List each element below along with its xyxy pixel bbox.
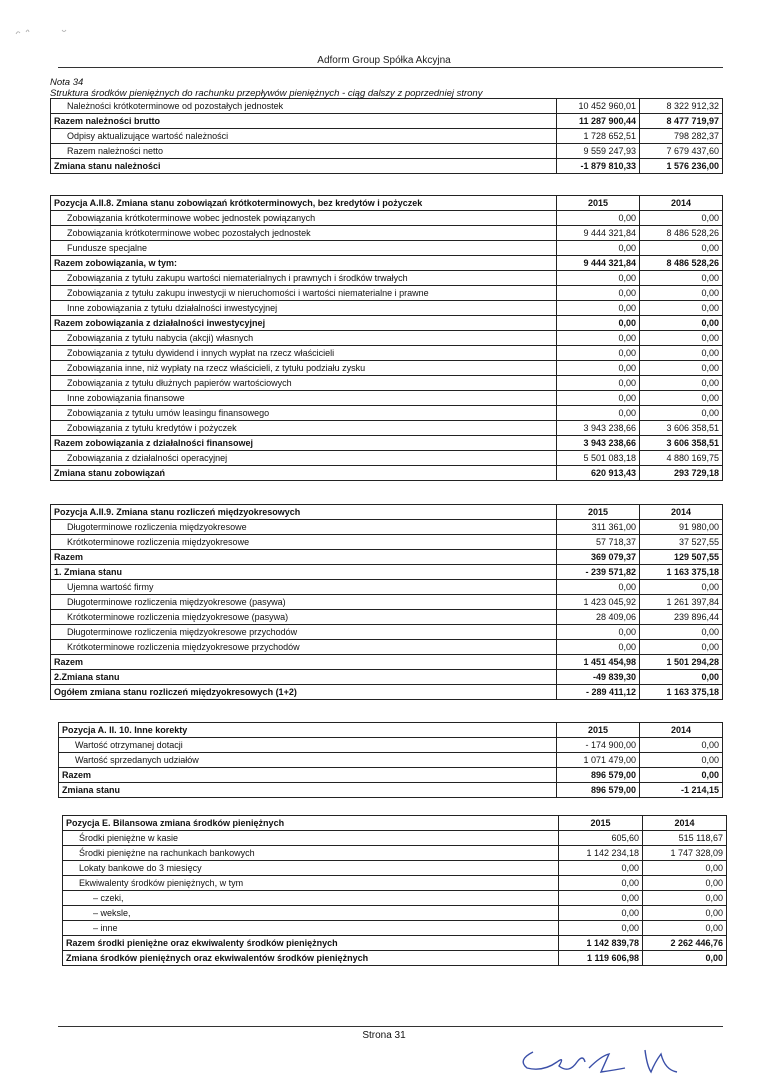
table-row — [63, 876, 727, 891]
column-header-2014: 2014 — [640, 505, 723, 520]
row-label: Razem zobowiązania z działalności finansowej — [51, 436, 557, 451]
value-2015: 5 501 083,18 — [557, 451, 640, 466]
row-label: Razem należności netto — [51, 144, 557, 159]
value-2015: 311 361,00 — [557, 520, 640, 535]
value-2014: 0,00 — [640, 670, 723, 685]
value-2015: 0,00 — [557, 376, 640, 391]
table-row — [51, 301, 723, 316]
value-2014: 0,00 — [640, 406, 723, 421]
column-header-2014: 2014 — [640, 196, 723, 211]
row-label: Ekwiwalenty środków pieniężnych, w tym — [63, 876, 559, 891]
value-2015: 10 452 960,01 — [557, 99, 640, 114]
value-2014: 0,00 — [643, 906, 727, 921]
value-2015: 9 444 321,84 — [557, 256, 640, 271]
table-row — [51, 685, 723, 700]
value-2015: 1 728 652,51 — [557, 129, 640, 144]
value-2014: 0,00 — [640, 738, 723, 753]
value-2014: 8 322 912,32 — [640, 99, 723, 114]
value-2014: 37 527,55 — [640, 535, 723, 550]
value-2015: 0,00 — [557, 271, 640, 286]
header-rule — [58, 67, 723, 68]
table-row — [63, 846, 727, 861]
row-label: Razem zobowiązania z działalności inwestycyjnej — [51, 316, 557, 331]
value-2015: 620 913,43 — [557, 466, 640, 481]
value-2014: 0,00 — [643, 891, 727, 906]
row-label: 1. Zmiana stanu — [51, 565, 557, 580]
value-2014: 0,00 — [643, 951, 727, 966]
row-label: Wartość otrzymanej dotacji — [59, 738, 557, 753]
table-row — [51, 346, 723, 361]
value-2014: 0,00 — [640, 346, 723, 361]
value-2014: 0,00 — [640, 640, 723, 655]
value-2014: 1 163 375,18 — [640, 565, 723, 580]
table-row — [51, 391, 723, 406]
table-row — [51, 466, 723, 481]
row-label: Fundusze specjalne — [51, 241, 557, 256]
table-title: Pozycja E. Bilansowa zmiana środków pieniężnych — [63, 816, 559, 831]
table-row — [51, 376, 723, 391]
value-2015: 0,00 — [557, 211, 640, 226]
row-label: Razem — [51, 655, 557, 670]
page-number: Strona 31 — [362, 1030, 406, 1041]
value-2015: 1 423 045,92 — [557, 595, 640, 610]
table-row — [59, 753, 723, 768]
row-label: Należności krótkoterminowe od pozostałych jednostek — [51, 99, 557, 114]
value-2015: 1 119 606,98 — [559, 951, 643, 966]
value-2014: 293 729,18 — [640, 466, 723, 481]
value-2015: - 174 900,00 — [557, 738, 640, 753]
receivables-table — [50, 98, 723, 174]
table-row — [59, 768, 723, 783]
row-label: Zobowiązania z tytułu zakupu wartości niematerialnych i prawnych i środków trwałych — [51, 271, 557, 286]
row-label: Razem środki pieniężne oraz ekwiwalenty środków pieniężnych — [63, 936, 559, 951]
value-2014: 0,00 — [640, 286, 723, 301]
table-row — [51, 114, 723, 129]
value-2014: 0,00 — [640, 241, 723, 256]
value-2015: 0,00 — [557, 241, 640, 256]
column-header-2014: 2014 — [640, 723, 723, 738]
value-2014: 798 282,37 — [640, 129, 723, 144]
column-header-2015: 2015 — [557, 723, 640, 738]
row-label: Zmiana stanu należności — [51, 159, 557, 174]
value-2015: 0,00 — [559, 921, 643, 936]
table-row — [51, 595, 723, 610]
signature — [505, 1032, 705, 1085]
value-2014: 0,00 — [640, 768, 723, 783]
value-2014: 91 980,00 — [640, 520, 723, 535]
row-label: Długoterminowe rozliczenia międzyokresowe — [51, 520, 557, 535]
table-row — [51, 144, 723, 159]
value-2015: 0,00 — [557, 301, 640, 316]
row-label: Razem należności brutto — [51, 114, 557, 129]
table-row — [51, 436, 723, 451]
value-2015: 0,00 — [557, 625, 640, 640]
row-label: Zmiana stanu — [59, 783, 557, 798]
value-2014: 515 118,67 — [643, 831, 727, 846]
company-header: Adform Group Spółka Akcyjna — [317, 55, 451, 66]
column-header-2015: 2015 — [559, 816, 643, 831]
value-2014: 0,00 — [643, 861, 727, 876]
table-row — [51, 316, 723, 331]
table-row — [51, 610, 723, 625]
value-2014: 1 163 375,18 — [640, 685, 723, 700]
value-2015: 0,00 — [557, 391, 640, 406]
nota-subtitle: Struktura środków pieniężnych do rachunku przepływów pieniężnych - ciąg dalszy z poprzedniej strony — [50, 88, 483, 99]
row-label: Wartość sprzedanych udziałów — [59, 753, 557, 768]
value-2015: 0,00 — [557, 286, 640, 301]
row-label: Ogółem zmiana stanu rozliczeń międzyokresowych (1+2) — [51, 685, 557, 700]
value-2014: 8 477 719,97 — [640, 114, 723, 129]
table-row — [51, 271, 723, 286]
column-header-2014: 2014 — [643, 816, 727, 831]
table-row — [63, 921, 727, 936]
value-2015: 9 444 321,84 — [557, 226, 640, 241]
value-2015: 57 718,37 — [557, 535, 640, 550]
table-row — [51, 655, 723, 670]
scan-speckle — [12, 20, 82, 45]
column-header-2015: 2015 — [557, 505, 640, 520]
row-label: Odpisy aktualizujące wartość należności — [51, 129, 557, 144]
value-2015: - 239 571,82 — [557, 565, 640, 580]
value-2014: 0,00 — [640, 331, 723, 346]
value-2014: 0,00 — [640, 376, 723, 391]
value-2014: 0,00 — [640, 580, 723, 595]
row-label: Zmiana stanu zobowiązań — [51, 466, 557, 481]
value-2015: 369 079,37 — [557, 550, 640, 565]
value-2015: 605,60 — [559, 831, 643, 846]
table-row — [51, 520, 723, 535]
value-2014: 0,00 — [640, 391, 723, 406]
value-2015: -49 839,30 — [557, 670, 640, 685]
table-row — [51, 640, 723, 655]
value-2014: 239 896,44 — [640, 610, 723, 625]
value-2014: 1 747 328,09 — [643, 846, 727, 861]
row-label: – czeki, — [63, 891, 559, 906]
value-2014: 8 486 528,26 — [640, 256, 723, 271]
table-row — [51, 129, 723, 144]
table-row — [51, 159, 723, 174]
value-2014: 0,00 — [640, 316, 723, 331]
value-2015: 9 559 247,93 — [557, 144, 640, 159]
row-label: Krótkoterminowe rozliczenia międzyokresowe przychodów — [51, 640, 557, 655]
row-label: Razem — [59, 768, 557, 783]
row-label: Krótkoterminowe rozliczenia międzyokresowe — [51, 535, 557, 550]
value-2015: 0,00 — [557, 316, 640, 331]
value-2014: 0,00 — [640, 211, 723, 226]
value-2014: 3 606 358,51 — [640, 421, 723, 436]
table-row — [51, 241, 723, 256]
row-label: Zobowiązania z tytułu zakupu inwestycji w nieruchomości i wartości niematerialne i prawne — [51, 286, 557, 301]
value-2015: 3 943 238,66 — [557, 436, 640, 451]
row-label: Lokaty bankowe do 3 miesięcy — [63, 861, 559, 876]
value-2015: -1 879 810,33 — [557, 159, 640, 174]
row-label: Zobowiązania z tytułu kredytów i pożyczek — [51, 421, 557, 436]
row-label: Długoterminowe rozliczenia międzyokresowe (pasywa) — [51, 595, 557, 610]
value-2014: 1 576 236,00 — [640, 159, 723, 174]
table-row — [51, 421, 723, 436]
table-title: Pozycja A. II. 10. Inne korekty — [59, 723, 557, 738]
value-2015: 0,00 — [559, 876, 643, 891]
row-label: Inne zobowiązania finansowe — [51, 391, 557, 406]
table-row — [51, 625, 723, 640]
row-label: – inne — [63, 921, 559, 936]
nota-heading — [50, 77, 482, 99]
value-2014: 0,00 — [640, 361, 723, 376]
table-row — [51, 670, 723, 685]
value-2015: 1 071 479,00 — [557, 753, 640, 768]
table-row — [51, 550, 723, 565]
table-row — [63, 936, 727, 951]
value-2015: - 289 411,12 — [557, 685, 640, 700]
row-label: Środki pieniężne na rachunkach bankowych — [63, 846, 559, 861]
table-row — [51, 406, 723, 421]
value-2014: 1 261 397,84 — [640, 595, 723, 610]
row-label: Zobowiązania krótkoterminowe wobec jednostek powiązanych — [51, 211, 557, 226]
value-2014: 0,00 — [640, 271, 723, 286]
table-row — [63, 906, 727, 921]
nota-label: Nota 34 — [50, 77, 84, 88]
value-2015: 0,00 — [559, 906, 643, 921]
value-2015: 3 943 238,66 — [557, 421, 640, 436]
table-row — [51, 565, 723, 580]
value-2015: 0,00 — [559, 861, 643, 876]
row-label: Długoterminowe rozliczenia międzyokresowe przychodów — [51, 625, 557, 640]
table-row — [59, 783, 723, 798]
footer-rule — [58, 1026, 723, 1027]
row-label: Zobowiązania krótkoterminowe wobec pozostałych jednostek — [51, 226, 557, 241]
table-row — [51, 361, 723, 376]
row-label: Zobowiązania inne, niż wypłaty na rzecz właścicieli, z tytułu podziału zysku — [51, 361, 557, 376]
row-label: Razem zobowiązania, w tym: — [51, 256, 557, 271]
value-2014: -1 214,15 — [640, 783, 723, 798]
table-row — [51, 99, 723, 114]
table-row — [63, 891, 727, 906]
value-2014: 0,00 — [643, 876, 727, 891]
table-row — [51, 256, 723, 271]
table-row — [63, 861, 727, 876]
cash-change-table — [62, 815, 727, 966]
value-2014: 129 507,55 — [640, 550, 723, 565]
value-2014: 4 880 169,75 — [640, 451, 723, 466]
table-title: Pozycja A.II.9. Zmiana stanu rozliczeń międzyokresowych — [51, 505, 557, 520]
value-2015: 0,00 — [557, 346, 640, 361]
value-2015: 28 409,06 — [557, 610, 640, 625]
value-2015: 1 142 839,78 — [559, 936, 643, 951]
value-2015: 0,00 — [557, 580, 640, 595]
table-row — [51, 451, 723, 466]
value-2014: 0,00 — [640, 301, 723, 316]
other-adjustments-table — [58, 722, 723, 798]
value-2014: 2 262 446,76 — [643, 936, 727, 951]
value-2014: 0,00 — [643, 921, 727, 936]
value-2014: 7 679 437,60 — [640, 144, 723, 159]
table-row — [51, 331, 723, 346]
column-header-2015: 2015 — [557, 196, 640, 211]
row-label: Zobowiązania z tytułu dywidend i innych wypłat na rzecz właścicieli — [51, 346, 557, 361]
accruals-change-table — [50, 504, 723, 700]
table-row — [59, 738, 723, 753]
row-label: Zobowiązania z tytułu nabycia (akcji) własnych — [51, 331, 557, 346]
row-label: Zmiana środków pieniężnych oraz ekwiwalentów środków pieniężnych — [63, 951, 559, 966]
row-label: Razem — [51, 550, 557, 565]
value-2015: 0,00 — [557, 331, 640, 346]
value-2014: 8 486 528,26 — [640, 226, 723, 241]
row-label: 2.Zmiana stanu — [51, 670, 557, 685]
value-2015: 0,00 — [557, 361, 640, 376]
row-label: Zobowiązania z tytułu dłużnych papierów wartościowych — [51, 376, 557, 391]
value-2015: 896 579,00 — [557, 783, 640, 798]
row-label: Inne zobowiązania z tytułu działalności inwestycyjnej — [51, 301, 557, 316]
table-row — [63, 951, 727, 966]
value-2014: 0,00 — [640, 753, 723, 768]
value-2015: 0,00 — [557, 406, 640, 421]
value-2014: 1 501 294,28 — [640, 655, 723, 670]
value-2015: 1 142 234,18 — [559, 846, 643, 861]
table-title: Pozycja A.II.8. Zmiana stanu zobowiązań krótkoterminowych, bez kredytów i pożyczek — [51, 196, 557, 211]
value-2015: 0,00 — [559, 891, 643, 906]
table-row — [51, 535, 723, 550]
value-2015: 1 451 454,98 — [557, 655, 640, 670]
row-label: – weksle, — [63, 906, 559, 921]
table-row — [51, 580, 723, 595]
value-2015: 0,00 — [557, 640, 640, 655]
row-label: Środki pieniężne w kasie — [63, 831, 559, 846]
row-label: Zobowiązania z działalności operacyjnej — [51, 451, 557, 466]
value-2015: 896 579,00 — [557, 768, 640, 783]
value-2014: 0,00 — [640, 625, 723, 640]
row-label: Ujemna wartość firmy — [51, 580, 557, 595]
liabilities-change-table — [50, 195, 723, 481]
row-label: Zobowiązania z tytułu umów leasingu finansowego — [51, 406, 557, 421]
table-row — [51, 226, 723, 241]
table-row — [51, 286, 723, 301]
value-2015: 11 287 900,44 — [557, 114, 640, 129]
value-2014: 3 606 358,51 — [640, 436, 723, 451]
table-row — [63, 831, 727, 846]
row-label: Krótkoterminowe rozliczenia międzyokresowe (pasywa) — [51, 610, 557, 625]
table-row — [51, 211, 723, 226]
